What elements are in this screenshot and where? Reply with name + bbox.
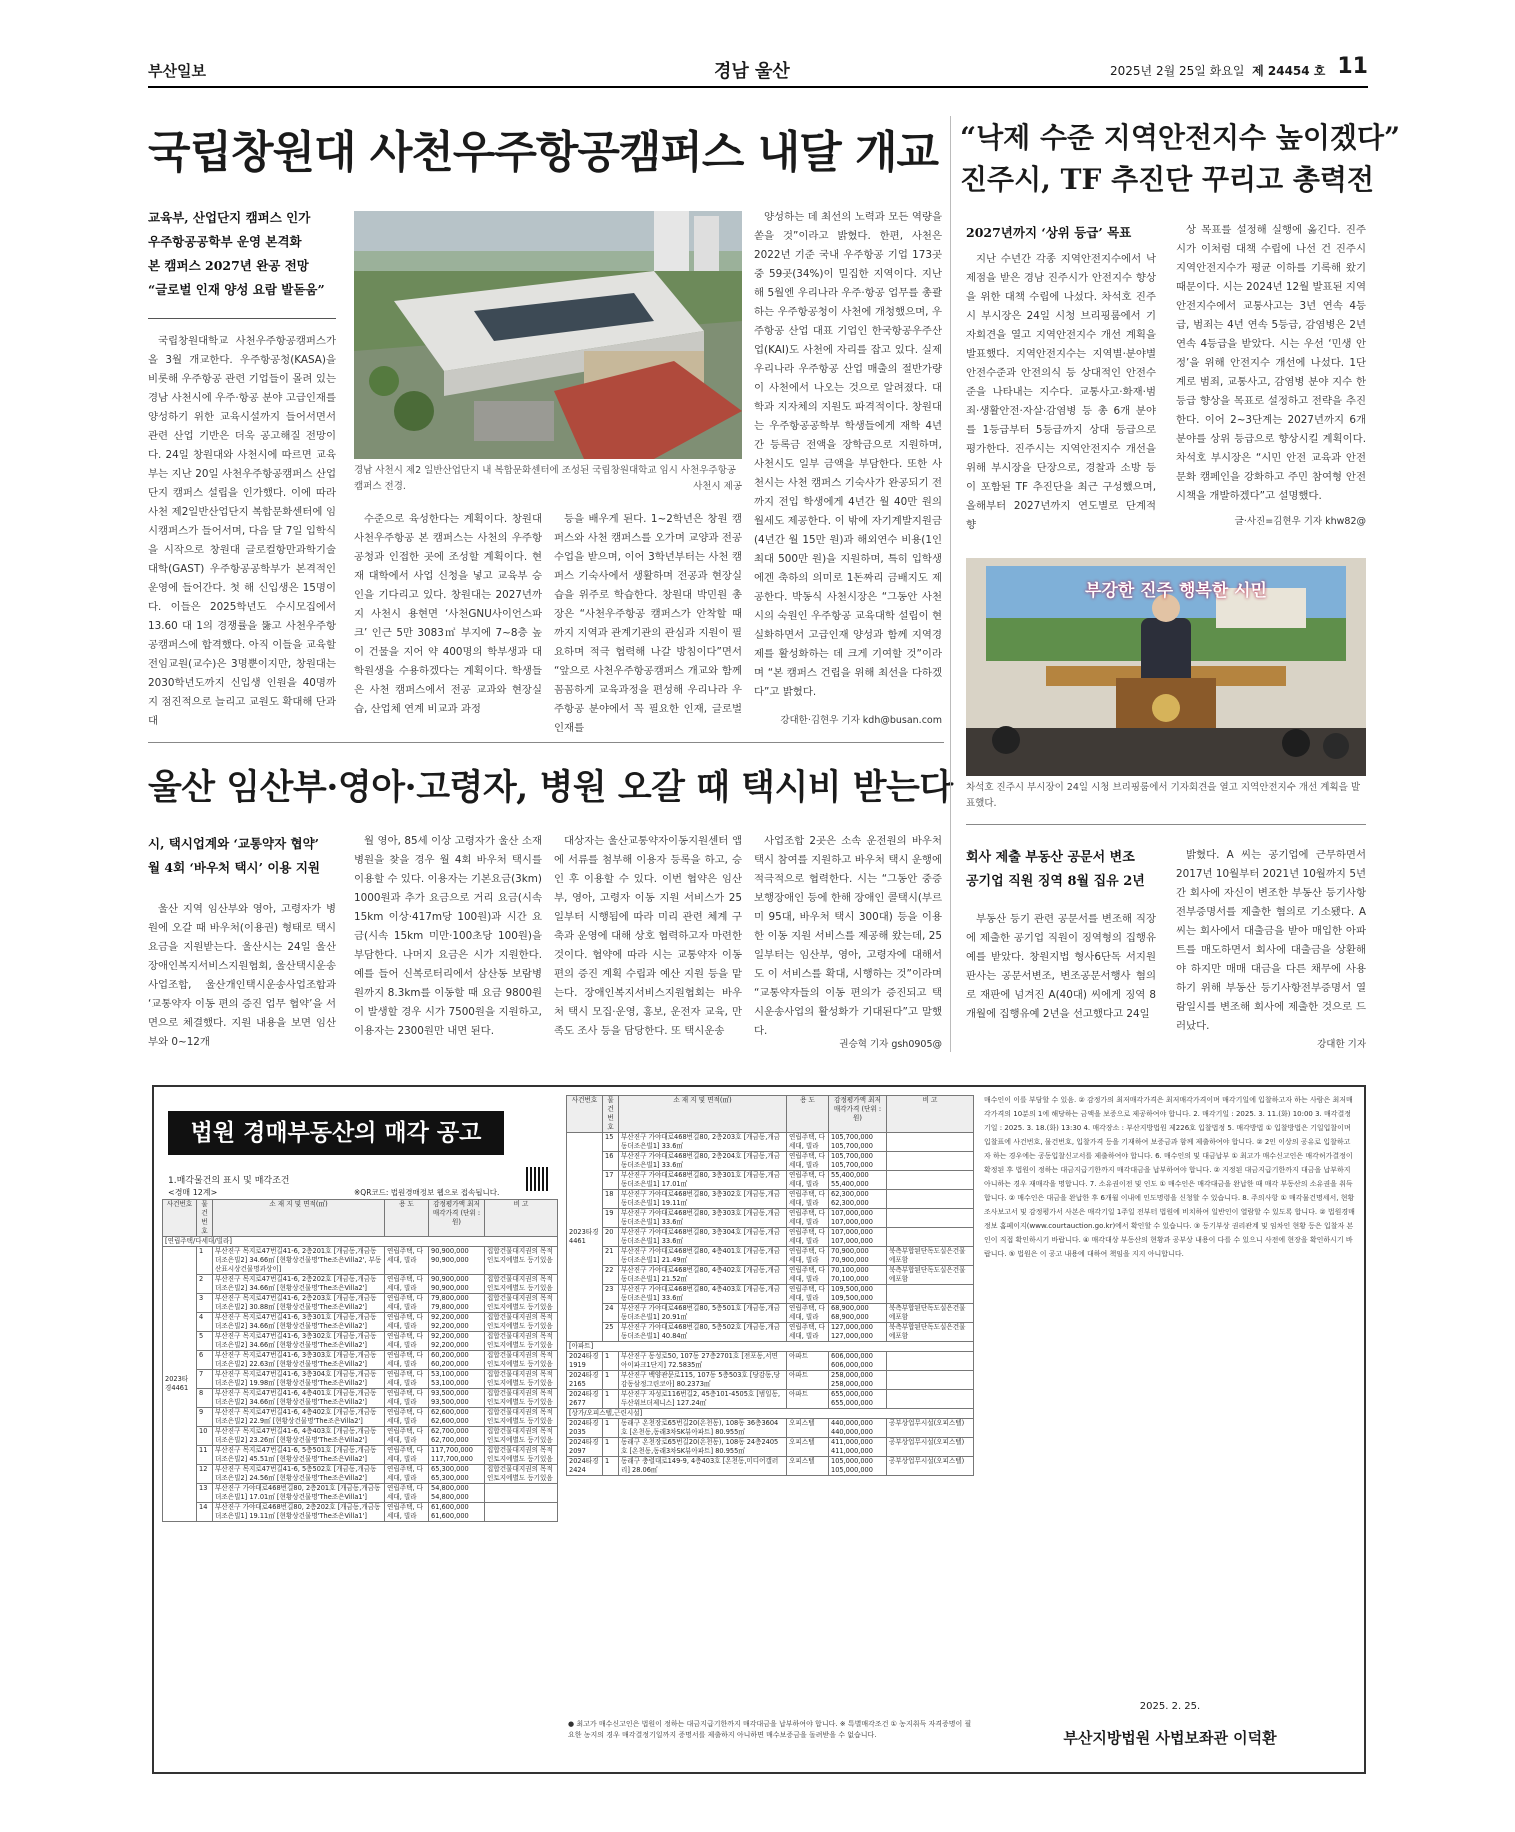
item-address: 부산진구 목지로47번길41-6, 4층401호 [개금동,개금동더조은빌2] 34.66㎡ [현황상건물명'The조은Villa2']: [213, 1389, 385, 1408]
article2-col2: [354, 832, 542, 1052]
item-number: 22: [603, 1266, 619, 1285]
item-price: 105,000,000 105,000,000: [829, 1457, 887, 1476]
item-note: 집합건물대지권의 목적인토지에별도 등기있음: [485, 1408, 558, 1427]
article1-col2: [354, 510, 542, 728]
item-price: 90,900,000 90,900,000: [429, 1247, 485, 1275]
issue-number: 제 24454 호: [1252, 64, 1326, 78]
item-use: 연립주택, 다세대, 빌라: [385, 1294, 429, 1313]
column-header: 비 고: [887, 1096, 974, 1133]
item-note: [887, 1152, 974, 1171]
item-price: 70,100,000 70,100,000: [829, 1266, 887, 1285]
campus-photo-caption: [354, 463, 742, 497]
item-note: [887, 1190, 974, 1209]
item-price: 127,000,000 127,000,000: [829, 1323, 887, 1342]
item-address: 부산진구 가야대로468번길80, 2층201호 [개금동,개금동더조은빌1] 17.01㎡ [현황상건물명'The조은Villa1']: [213, 1484, 385, 1503]
article3-byline: 글·사진=김현우 기자 khw82@: [1234, 516, 1366, 527]
auction-table-middle: [566, 1095, 974, 1715]
item-address: 부산진구 가야대로468번길80, 5층501호 [개금동,개금동더조은빌1] 20.91㎡: [619, 1304, 787, 1323]
article2-col2-text: 월 영아, 85세 이상 고령자가 울산 소재 병원을 찾을 경우 월 4회 바우처 택시를 이용할 수 있다. 이용자는 기본요금(3km) 1000원과 추가 요금으로 거리 요금(시속 15km 이상·417m당 100원)과 시간 요금(시속 15km 미만·100초당 100원)을 부담한다. 나머지 요금은 시가 지원한다. 예를 들어 신복로터리에서 삼산동 보람병원까지 8.3km를 이동할 때 요금 9800원이 발생할 경우 시가 7500원을 지원하고, 이용자는 2300원만 내면 된다.: [354, 835, 542, 1037]
item-use: 연립주택, 다세대, 빌라: [787, 1266, 829, 1285]
article4-byline: 강대한 기자: [1317, 1039, 1366, 1050]
table-row: [163, 1408, 558, 1427]
table-row: [163, 1275, 558, 1294]
item-address: 부산진구 동성로50, 107동 27층2701호 [전포동,서면아이파크1단지] 72.5835㎡: [619, 1352, 787, 1371]
article4-subhead: 회사 제출 부동산 공문서 변조: [966, 850, 1135, 865]
table-row: [567, 1419, 974, 1438]
item-number: 4: [197, 1313, 213, 1332]
item-price: 92,200,000 92,200,000: [429, 1313, 485, 1332]
article2-col3-text: 대상자는 울산교통약자이동지원센터 앱에 서류를 첨부해 이용자 등록을 하고, 승인 후 이용할 수 있다. 이번 협약은 임산부, 영아, 고령자 이동 지원 서비스가 25일부터 시행됨에 따라 미리 관련 체계 구축과 운영에 대해 상호 협력하고자 마련한 것이다. 협약에 따라 시는 교통약자 이동 편의 증진 계획 수립과 예산 지원 등을 맡는다. 장애인복지서비스지원협회는 바우처 택시 모집·운영, 홍보, 운전자 교육, 만족도 조사 등을 담당한다. 또 택시운송: [554, 835, 742, 1037]
court-division: <경매 12계>: [168, 1188, 218, 1197]
table-row: [163, 1247, 558, 1275]
article1-subhead: 교육부, 산업단지 캠퍼스 인가: [148, 210, 311, 225]
item-number: 24: [603, 1304, 619, 1323]
table-row: [163, 1465, 558, 1484]
item-use: 연립주택, 다세대, 빌라: [787, 1152, 829, 1171]
article3-subhead: 2027년까지 ‘상위 등급’ 목표: [966, 225, 1132, 240]
item-number: 21: [603, 1247, 619, 1266]
column-header: 사건번호: [567, 1096, 603, 1133]
table-row: [163, 1503, 558, 1522]
footnote: ● 최고가 매수신고인은 법원이 정하는 대금지급기한까지 매각대금을 납부하여야 합니다. ※ 특별매각조건 ① 농지취득 자격증명이 필요한 농지의 경우 매각결정기일까지 증명서를 제출하지 아니하면 매수보증금을 돌려받을 수 없습니다.: [568, 1720, 972, 1739]
article1-headline: 국립창원대 사천우주항공캠퍼스 내달 개교: [148, 127, 939, 178]
briefing-photo: [966, 558, 1366, 776]
item-address: 동래구 온천장로65번길20(온천동), 108동 36층3604호 [온천동,동래3차SK뷰아파트] 80.955㎡: [619, 1419, 787, 1438]
item-address: 부산진구 목지로47번길41-6, 5층501호 [개금동,개금동더조은빌2] 45.51㎡ [현황상건물명'The조은Villa2']: [213, 1446, 385, 1465]
item-price: 70,900,000 70,900,000: [829, 1247, 887, 1266]
item-note: [887, 1171, 974, 1190]
masthead: [148, 52, 1368, 88]
item-price: 79,800,000 79,800,000: [429, 1294, 485, 1313]
item-address: 부산진구 자성로116번길2, 45층101-4505호 [범일동,두산위브더제니스] 127.24㎡: [619, 1390, 787, 1409]
table-row: [567, 1133, 974, 1152]
item-price: 107,000,000 107,000,000: [829, 1228, 887, 1247]
table-row: [567, 1371, 974, 1390]
table-row: [567, 1171, 974, 1190]
item-price: 62,600,000 62,600,000: [429, 1408, 485, 1427]
table-row: [567, 1190, 974, 1209]
item-price: 53,100,000 53,100,000: [429, 1370, 485, 1389]
table-row: [163, 1427, 558, 1446]
article4-col1: [966, 910, 1156, 1052]
auction-conditions-text: 매수인이 이를 부담할 수 있음. ② 감정가의 최저매각가격은 최저매각가격이며 매각기일에 입찰하고자 하는 사람은 최저매각가격의 10분의 1에 해당하는 금액을 보증으로 제공하여야 합니다. 2. 매각기일 : 2025. 3. 11.(화) 10:00 3. 매각결정기일 : 2025. 3. 18.(화) 13:30 4. 매각장소 : 부산지방법원 제226호 입찰법정 5. 매각방법 ① 입찰방법은 기일입찰이며 입찰표에 사건번호, 물건번호, 입찰가격 등을 기재하여 보증금과 함께 제출하여야 합니다. ② 2인 이상의 공유로 입찰하고자 하는 경우에는 공동입찰신고서를 제출하여야 합니다. 6. 매수인의 및 대금납부 ① 최고가 매수신고인은 매각허가결정이 확정된 후 법원이 정하는 대금지급기한까지 매각대금을 납부하여야 합니다. ② 지정된 대금지급기한까지 대금을 납부하지 아니하는 경우 재매각을 명합니다. 7. 소유권이전 및 인도 ① 매수인은 매각대금을 완납한 때 매각 부동산의 소유권을 취득합니다. ② 매수인은 대금을 완납한 후 6개월 이내에 인도명령을 신청할 수 있습니다. 8. 주의사항 ① 매각물건명세서, 현황조사보고서 및 감정평가서 사본은 매각기일 1주일 전부터 법원에 비치하여 일반인이 열람할 수 있도록 합니다. ② 법원경매정보 홈페이지(www.courtauction.go.kr)에서 확인할 수 있습니다. ③ 등기부상 권리관계 및 임차인 현황 등은 입찰자 본인이 직접 확인하시기 바랍니다. ④ 매각대상 부동산의 현황과 공부상 내용이 다를 수 있으니 사전에 현장을 확인하시기 바랍니다. ⑤ 법원은 이 공고 내용에 대하여 책임을 지지 아니합니다.: [984, 1096, 1355, 1258]
item-number: 8: [197, 1389, 213, 1408]
item-address: 부산진구 목지로47번길41-6, 5층502호 [개금동,개금동더조은빌2] 24.56㎡ [현황상건물명'The조은Villa2']: [213, 1465, 385, 1484]
article3-headline2: 진주시, TF 추진단 꾸리고 총력전: [960, 163, 1375, 196]
item-note: 북측부합된단독도실은건물에포함: [887, 1247, 974, 1266]
item-address: 부산진구 목지로47번길41-6, 3층302호 [개금동,개금동더조은빌2] 34.66㎡ [현황상건물명'The조은Villa2']: [213, 1332, 385, 1351]
item-number: 11: [197, 1446, 213, 1465]
item-use: 연립주택, 다세대, 빌라: [385, 1313, 429, 1332]
caption-text: 경남 사천시 제2 일반산업단지 내 복합문화센터에 조성된 국립창원대학교 임시 사천우주항공캠퍼스 전경.: [354, 465, 736, 492]
table-row: [567, 1209, 974, 1228]
column-header: 용 도: [787, 1096, 829, 1133]
group-label: [연립주택/다세대/빌라]: [163, 1237, 558, 1247]
item-number: 1: [603, 1438, 619, 1457]
article3-col1: [966, 250, 1156, 531]
item-number: 25: [603, 1323, 619, 1342]
item-use: 오피스텔: [787, 1457, 829, 1476]
item-address: 부산진구 가야대로468번길80, 3층304호 [개금동,개금동더조은빌1] 33.6㎡: [619, 1228, 787, 1247]
item-price: 62,700,000 62,700,000: [429, 1427, 485, 1446]
briefing-photo-caption: 차석호 진주시 부시장이 24일 시청 브리핑룸에서 기자회견을 열고 지역안전지수 개선 계획을 발표했다.: [966, 782, 1361, 809]
item-note: 북측부합된단독도실은건물에포함: [887, 1304, 974, 1323]
article2-subhead: 월 4회 ‘바우처 택시’ 이용 지원: [148, 860, 320, 875]
article1-col4: [754, 208, 942, 708]
item-use: 연립주택, 다세대, 빌라: [385, 1389, 429, 1408]
table-row: [567, 1352, 974, 1371]
item-address: 부산진구 가야대로468번길80, 3층303호 [개금동,개금동더조은빌1] 33.6㎡: [619, 1209, 787, 1228]
item-address: 부산진구 목지로47번길41-6, 4층403호 [개금동,개금동더조은빌2] 23.26㎡ [현황상건물명'The조은Villa2']: [213, 1427, 385, 1446]
column-header: 소 재 지 및 면적(㎡): [213, 1200, 385, 1237]
item-use: 연립주택, 다세대, 빌라: [787, 1190, 829, 1209]
item-use: 연립주택, 다세대, 빌라: [385, 1446, 429, 1465]
article1-col4-text: 양성하는 데 최선의 노력과 모든 역량을 쏟을 것”이라고 밝혔다. 한편, 사천은 2022년 기준 국내 우주항공 기업 173곳 중 59곳(34%)이 밀집한 지역이다. 지난해 5월엔 우리나라 우주·항공 업무를 총괄하는 우주항공청이 사천에 개청했으며, 우주항공 산업 대표 기업인 한국항공우주산업(KAI)도 사천에 자리를 잡고 있다. 실제 우리나라 우주항공 산업 매출의 절반가량이 사천에서 나오는 것으로 알려졌다. 대학과 지자체의 지원도 파격적이다. 창원대는 우주항공공학부 학생들에게 재학 4년간 등록금 전액을 장학금으로 지원하며, 사천시도 일부 금액을 부담한다. 또한 사천시는 사천 캠퍼스 기숙사가 완공되기 전까지 전입 학생에게 4년간 월 40만 원의 월세도 제공한다. 이 밖에 자기계발지원금(4년간 월 15만 원)과 해외연수 비용(1인 최대 500만 원)을 지원하며, 특히 입학생에겐 축하의 의미로 1돈짜리 금배지도 제공한다. 박동식 사천시장은 “그동안 사천시의 숙원인 우주항공 교육대학 설립이 현실화하면서 고급인재 양성과 함께 지역경제를 활성화하는 데 크게 기여할 것”이라며 “본 캠퍼스 건립을 위해 최선을 다하겠다”고 밝혔다.: [754, 211, 942, 698]
item-price: 60,200,000 60,200,000: [429, 1351, 485, 1370]
item-note: [887, 1228, 974, 1247]
item-number: 6: [197, 1351, 213, 1370]
item-note: 집합건물대지권의 목적인토지에별도 등기있음: [485, 1275, 558, 1294]
article4-subhead: 공기업 직원 징역 8월 집유 2년: [966, 874, 1145, 889]
item-use: 연립주택, 다세대, 빌라: [787, 1171, 829, 1190]
item-note: [887, 1390, 974, 1409]
divider: [148, 318, 336, 319]
article1-byline: 강대한·김현우 기자 kdh@busan.com: [780, 715, 942, 726]
table-row: [567, 1266, 974, 1285]
item-note: [485, 1484, 558, 1503]
item-note: [887, 1285, 974, 1304]
item-price: 105,700,000 105,700,000: [829, 1152, 887, 1171]
article2-headline: 울산 임산부·영아·고령자, 병원 오갈 때 택시비 받는다: [148, 767, 953, 808]
item-use: 아파트: [787, 1352, 829, 1371]
table-row: [567, 1304, 974, 1323]
item-note: 집합건물대지권의 목적인토지에별도 등기있음: [485, 1313, 558, 1332]
article2-col1-text: 울산 지역 임산부와 영아, 고령자가 병원에 오갈 때 바우처(이용권) 형태로 택시 요금을 지원받는다. 울산시는 24일 울산장애인복지서비스지원협회, 울산택시운송사업조합, 울산개인택시운송사업조합과 ‘교통약자 이동 편의 증진 업무 협약’을 서면으로 체결했다. 지원 내용을 보면 임산부와 0~12개: [148, 903, 336, 1048]
item-note: 집합건물대지권의 목적인토지에별도 등기있음: [485, 1427, 558, 1446]
item-price: 655,000,000 655,000,000: [829, 1390, 887, 1409]
item-note: 집합건물대지권의 목적인토지에별도 등기있음: [485, 1247, 558, 1275]
issue-date: [1110, 62, 1325, 79]
item-price: 90,900,000 90,900,000: [429, 1275, 485, 1294]
item-price: 55,400,000 55,400,000: [829, 1171, 887, 1190]
column-rule: [950, 116, 951, 1052]
item-use: 연립주택, 다세대, 빌라: [385, 1484, 429, 1503]
item-note: 공부상업무시설(오피스텔): [887, 1438, 974, 1457]
page-number: 11: [1337, 54, 1368, 79]
table-row: [163, 1484, 558, 1503]
table-row: [567, 1247, 974, 1266]
item-address: 부산진구 목지로47번길41-6, 3층303호 [개금동,개금동더조은빌2] 22.63㎡ [현황상건물명'The조은Villa2']: [213, 1351, 385, 1370]
case-number: 2023타경4461: [567, 1133, 603, 1342]
article2-col1: [148, 900, 336, 1052]
item-note: [887, 1209, 974, 1228]
article2-col4-text: 사업조합 2곳은 소속 운전원의 바우처 택시 참여를 지원하고 바우처 택시 운행에 적극적으로 협력한다. 시는 “그동안 중증보행장애인 등에 한해 장애인 콜택시(부르미 95대, 바우처 택시 300대) 등을 이용한 이동 지원 서비스를 제공해 왔는데, 25일부터는 임산부, 영아, 고령자에 대해서도 이 서비스를 확대, 시행하는 것”이라며 “교통약자들의 이동 편의가 증진되고 택시운송사업의 활성화가 기대된다”고 말했다.: [754, 835, 942, 1037]
table-row: [567, 1228, 974, 1247]
item-use: 연립주택, 다세대, 빌라: [787, 1247, 829, 1266]
article2-subhead: 시, 택시업계와 ‘교통약자 협약’: [148, 836, 320, 851]
item-number: 10: [197, 1427, 213, 1446]
column-header: 소 재 지 및 면적(㎡): [619, 1096, 787, 1133]
qr-code-icon[interactable]: [526, 1167, 550, 1191]
group-label: [상가/오피스텔,근린시설]: [567, 1409, 974, 1419]
item-note: 집합건물대지권의 목적인토지에별도 등기있음: [485, 1465, 558, 1484]
table-row: [163, 1446, 558, 1465]
item-note: [887, 1133, 974, 1152]
table-row: [567, 1457, 974, 1476]
item-address: 부산진구 가야대로468번길80, 2층202호 [개금동,개금동더조은빌1] 19.11㎡ [현황상건물명'The조은Villa1']: [213, 1503, 385, 1522]
case-number: 2024타경2035: [567, 1419, 603, 1438]
date-text: 2025년 2월 25일 화요일: [1110, 64, 1245, 78]
item-use: 연립주택, 다세대, 빌라: [787, 1228, 829, 1247]
item-number: 3: [197, 1294, 213, 1313]
item-use: 연립주택, 다세대, 빌라: [385, 1332, 429, 1351]
table-row: [163, 1332, 558, 1351]
item-number: 20: [603, 1228, 619, 1247]
case-number: 2024타경1919: [567, 1352, 603, 1371]
article3-headline1: “낙제 수준 지역안전지수 높이겠다”: [960, 121, 1401, 154]
item-number: 15: [603, 1133, 619, 1152]
item-price: 62,300,000 62,300,000: [829, 1190, 887, 1209]
item-note: 집합건물대지권의 목적인토지에별도 등기있음: [485, 1332, 558, 1351]
item-use: 아파트: [787, 1371, 829, 1390]
item-address: 부산진구 가야대로468번길80, 3층301호 [개금동,개금동더조은빌1] 17.01㎡: [619, 1171, 787, 1190]
notice-signature: 부산지방법원 사법보좌관 이덕환: [1063, 1729, 1277, 1747]
item-note: [887, 1352, 974, 1371]
item-address: 동래구 온천장로65번길20(온천동), 108동 24층2405호 [온천동,동래3차SK뷰아파트] 80.955㎡: [619, 1438, 787, 1457]
item-number: 19: [603, 1209, 619, 1228]
article1-subhead: 본 캠퍼스 2027년 완공 전망: [148, 258, 309, 273]
case-number: 2024타경2165: [567, 1371, 603, 1390]
item-number: 17: [603, 1171, 619, 1190]
article1-col1-text: 국립창원대학교 사천우주항공캠퍼스가 올 3월 개교한다. 우주항공청(KASA)을 비롯해 우주항공 관련 기업들이 몰려 있는 경남 사천시에 우주·항공 분야 고급인재를 양성하기 위한 교육시설까지 들어서면서 관련 산업 기반은 더욱 공고해질 전망이다. 24일 창원대와 사천시에 따르면 교육부는 지난 20일 사천우주항공캠퍼스 산업단지 캠퍼스 설립을 인가했다. 이에 따라 사천 제2일반산업단지 복합문화센터에 임시캠퍼스가 들어서며, 다음 달 7일 입학식을 시작으로 창원대 글로컬항만과학기술대학(GAST) 우주항공공학부가 본격적인 운영에 들어간다. 첫 해 신입생은 15명이다. 이들은 2025학년도 수시모집에서 13.60 대 1의 경쟁률을 뚫고 사천우주항공캠퍼스에 합격했다. 아직 이들을 교육할 전임교원(교수)은 3명뿐이지만, 창원대는 2030학년도까지 신입생 인원을 40명까지 점진적으로 늘리고 교원도 확대해 단과대: [148, 335, 336, 727]
item-number: 1: [603, 1457, 619, 1476]
item-address: 부산진구 가야대로468번길80, 4층403호 [개금동,개금동더조은빌1] 33.6㎡: [619, 1285, 787, 1304]
item-price: 606,000,000 606,000,000: [829, 1352, 887, 1371]
item-number: 23: [603, 1285, 619, 1304]
section-heading: 1.매각물건의 표시 및 매각조건: [168, 1176, 290, 1186]
item-price: 105,700,000 105,700,000: [829, 1133, 887, 1152]
campus-aerial-image: [354, 211, 742, 459]
article2-byline: 권승혁 기자 gsh0905@: [839, 1039, 942, 1050]
item-note: 북측부합된단독도실은건물에포함: [887, 1266, 974, 1285]
item-number: 1: [603, 1419, 619, 1438]
auction-notice: [152, 1085, 1366, 1774]
table-row: [567, 1152, 974, 1171]
table-row: [163, 1351, 558, 1370]
item-use: 연립주택, 다세대, 빌라: [385, 1275, 429, 1294]
article1-col1: [148, 332, 336, 728]
item-use: 연립주택, 다세대, 빌라: [385, 1408, 429, 1427]
case-number: 2024타경2097: [567, 1438, 603, 1457]
article1-subheads: [148, 206, 336, 302]
item-address: 부산진구 가야대로468번길80, 4층402호 [개금동,개금동더조은빌1] 21.52㎡: [619, 1266, 787, 1285]
item-number: 2: [197, 1275, 213, 1294]
item-number: 1: [603, 1390, 619, 1409]
item-price: 68,900,000 68,900,000: [829, 1304, 887, 1323]
item-address: 부산진구 가야대로468번길80, 2층204호 [개금동,개금동더조은빌1] 33.6㎡: [619, 1152, 787, 1171]
item-use: 오피스텔: [787, 1438, 829, 1457]
item-use: 연립주택, 다세대, 빌라: [385, 1427, 429, 1446]
item-use: 연립주택, 다세대, 빌라: [385, 1351, 429, 1370]
item-price: 109,500,000 109,500,000: [829, 1285, 887, 1304]
article1-col3: [554, 510, 742, 734]
item-price: 117,700,000 117,700,000: [429, 1446, 485, 1465]
item-address: 부산진구 목지로47번길41-6, 2층201호 [개금동,개금동더조은빌2] 34.66㎡ [현황상건물명'The조은Villa2', 부동산표시상건물명과상이]: [213, 1247, 385, 1275]
column-header: 물건번호: [603, 1096, 619, 1133]
item-use: 연립주택, 다세대, 빌라: [385, 1247, 429, 1275]
auction-table-left: [162, 1199, 558, 1769]
item-use: 연립주택, 다세대, 빌라: [385, 1503, 429, 1522]
item-number: 1: [197, 1247, 213, 1275]
article2-subheads: [148, 832, 336, 880]
item-number: 13: [197, 1484, 213, 1503]
table-row: [567, 1438, 974, 1457]
item-address: 부산진구 목지로47번길41-6, 2층203호 [개금동,개금동더조은빌2] 30.88㎡ [현황상건물명'The조은Villa2']: [213, 1294, 385, 1313]
item-note: 집합건물대지권의 목적인토지에별도 등기있음: [485, 1370, 558, 1389]
article2-col4: [754, 832, 942, 1037]
item-use: 연립주택, 다세대, 빌라: [787, 1285, 829, 1304]
column-header: 사건번호: [163, 1200, 197, 1237]
column-header: 물건번호: [197, 1200, 213, 1237]
item-use: 아파트: [787, 1390, 829, 1409]
table-row: [567, 1323, 974, 1342]
qr-note: ※QR코드: 법원경매정보 웹으로 접속됩니다.: [354, 1188, 500, 1197]
group-label: [아파트]: [567, 1342, 974, 1352]
item-address: 부산진구 목지로47번길41-6, 3층304호 [개금동,개금동더조은빌2] 19.98㎡ [현황상건물명'The조은Villa2']: [213, 1370, 385, 1389]
item-address: 부산진구 가야대로468번길80, 4층401호 [개금동,개금동더조은빌1] 21.49㎡: [619, 1247, 787, 1266]
item-price: 65,300,000 65,300,000: [429, 1465, 485, 1484]
divider: [148, 742, 944, 743]
item-use: 연립주택, 다세대, 빌라: [385, 1465, 429, 1484]
item-price: 61,600,000 61,600,000: [429, 1503, 485, 1522]
item-note: 집합건물대지권의 목적인토지에별도 등기있음: [485, 1389, 558, 1408]
item-note: 집합건물대지권의 목적인토지에별도 등기있음: [485, 1351, 558, 1370]
photo-credit: 사천시 제공: [693, 481, 742, 492]
item-note: 공부상업무시설(오피스텔): [887, 1457, 974, 1476]
item-price: 440,000,000 440,000,000: [829, 1419, 887, 1438]
table-row: [163, 1313, 558, 1332]
item-use: 오피스텔: [787, 1419, 829, 1438]
auction-notice-title: 법원 경매부동산의 매각 공고: [168, 1111, 504, 1155]
table-row: [163, 1370, 558, 1389]
table-row: [567, 1390, 974, 1409]
item-address: 부산진구 백양관문로115, 107동 5층503호 [당감동,당감동삼정그린코아] 80.2373㎡: [619, 1371, 787, 1390]
article2-col3: [554, 832, 742, 1052]
notice-date: 2025. 2. 25.: [1139, 1701, 1201, 1712]
paper-name: 부산일보: [148, 62, 206, 80]
case-number: 2023타경4461: [163, 1247, 197, 1522]
item-number: 16: [603, 1152, 619, 1171]
table-row: [163, 1294, 558, 1313]
article1-subhead: 우주항공공학부 운영 본격화: [148, 234, 302, 249]
campus-photo: [354, 211, 742, 459]
column-header: 감정평가액 최저매각가격 (단위 : 원): [429, 1200, 485, 1237]
item-price: 93,500,000 93,500,000: [429, 1389, 485, 1408]
article4-subheads: [966, 846, 1156, 894]
article4-col2: [1176, 846, 1366, 1036]
case-number: 2024타경2677: [567, 1390, 603, 1409]
table-header-row: [163, 1200, 558, 1237]
table-row: [163, 1389, 558, 1408]
table-row: [567, 1285, 974, 1304]
item-number: 9: [197, 1408, 213, 1427]
item-use: 연립주택, 다세대, 빌라: [385, 1370, 429, 1389]
item-number: 14: [197, 1503, 213, 1522]
item-address: 부산진구 목지로47번길41-6, 2층202호 [개금동,개금동더조은빌2] 34.66㎡ [현황상건물명'The조은Villa2']: [213, 1275, 385, 1294]
item-use: 연립주택, 다세대, 빌라: [787, 1304, 829, 1323]
item-price: 54,800,000 54,800,000: [429, 1484, 485, 1503]
table-header-row: [567, 1096, 974, 1133]
item-note: 집합건물대지권의 목적인토지에별도 등기있음: [485, 1294, 558, 1313]
item-note: 북측부합된단독도실은건물에포함: [887, 1323, 974, 1342]
item-use: 연립주택, 다세대, 빌라: [787, 1133, 829, 1152]
item-note: [485, 1503, 558, 1522]
section-name: 경남 울산: [714, 61, 790, 82]
item-address: 부산진구 가야대로468번길80, 2층203호 [개금동,개금동더조은빌1] 33.6㎡: [619, 1133, 787, 1152]
item-price: 258,000,000 258,000,000: [829, 1371, 887, 1390]
banner-text: 부강한 진주 행복한 시민: [1085, 581, 1267, 601]
item-price: 92,200,000 92,200,000: [429, 1332, 485, 1351]
article1-col3-text: 등을 배우게 된다. 1~2학년은 창원 캠퍼스와 사천 캠퍼스를 오가며 교양과 전공 수업을 받으며, 이어 3학년부터는 사천 캠퍼스 기숙사에서 생활하며 전공과 현장실습을 위주로 학습한다. 창원대 박민원 총장은 “사천우주항공 캠퍼스가 안착할 때까지 지역과 관계기관의 관심과 지원이 필요하며 적극 협력해 나갈 방침이다”면서 “앞으로 사천우주항공캠퍼스 개교와 함께 꼼꼼하게 교육과정을 편성해 우리나라 우주항공 분야에서 꼭 필요한 인재, 글로벌 인재를: [554, 513, 742, 734]
article1-col2-text: 수준으로 육성한다는 계획이다. 창원대 사천우주항공 본 캠퍼스는 사천의 우주항공청과 인접한 곳에 조성할 계획이다. 현재 대학에서 사업 신청을 넣고 교육부 승인을 기다리고 있다. 창원대는 2027년까지 사천시 용현면 ‘사천GNU사이언스파크’ 인근 5만 3083㎡ 부지에 7~8층 높이 건물을 지어 약 400명의 학부생과 대학원생을 수용하겠다는 계획이다. 학생들은 사천 캠퍼스에서 전공 교과와 현장실습, 산업체 연계 비교과 과정: [354, 513, 542, 715]
column-header: 비 고: [485, 1200, 558, 1237]
item-number: 18: [603, 1190, 619, 1209]
article3-col1-text: 지난 수년간 각종 지역안전지수에서 낙제점을 받은 경남 진주시가 안전지수 향상을 위한 대책 수립에 나섰다. 차석호 진주시 부시장은 24일 시청 브리핑룸에서 기자회견을 열고 지역안전지수 개선 계획을 발표했다. 지역안전지수는 지역별·분야별 안전수준과 안전의식 등 상대적인 안전수준을 나타내는 지수다. 교통사고·화재·범죄·생활안전·자살·감염병 등 총 6개 분야를 1등급부터 5등급까지 상대 등급으로 평가한다. 진주시는 지역안전지수 개선을 위해 부시장을 단장으로, 경찰과 소방 등이 포함된 TF 추진단을 최근 구성했으며, 올해부터 2027년까지 연도별로 단계적 향: [966, 253, 1156, 531]
item-price: 107,000,000 107,000,000: [829, 1209, 887, 1228]
divider: [966, 824, 1366, 825]
item-address: 동래구 충렬대로149-9, 4층403호 [온천동,미디어갤러리] 28.06㎡: [619, 1457, 787, 1476]
item-number: 1: [603, 1371, 619, 1390]
item-address: 부산진구 목지로47번길41-6, 3층301호 [개금동,개금동더조은빌2] 34.66㎡ [현황상건물명'The조은Villa2']: [213, 1313, 385, 1332]
item-address: 부산진구 목지로47번길41-6, 4층402호 [개금동,개금동더조은빌2] 22.9㎡ [현황상건물명'The조은Villa2']: [213, 1408, 385, 1427]
item-use: 연립주택, 다세대, 빌라: [787, 1323, 829, 1342]
item-price: 411,000,000 411,000,000: [829, 1438, 887, 1457]
item-number: 12: [197, 1465, 213, 1484]
item-note: 공부상업무시설(오피스텔): [887, 1419, 974, 1438]
item-number: 7: [197, 1370, 213, 1389]
article1-subhead: “글로벌 인재 양성 요람 발돋움”: [148, 282, 325, 297]
article3-col2: [1176, 221, 1366, 513]
item-number: 1: [603, 1352, 619, 1371]
item-note: [887, 1371, 974, 1390]
case-number: 2024타경2424: [567, 1457, 603, 1476]
article4-col2-text: 밝혔다. A 씨는 공기업에 근무하면서 2017년 10월부터 2021년 10월까지 5년간 회사에 자신이 변조한 부동산 등기사항전부증명서를 제출한 혐의로 기소됐다. A 씨는 회사에서 대출금을 받아 매입한 아파트를 매도하면서 회사에 대출금을 상환해야 하지만 매매 대금을 다른 채무에 사용하기 위해 부동산 등기사항전부증명서 열람일시를 변조해 회사에 제출한 것으로 드러났다.: [1176, 849, 1366, 1032]
item-address: 부산진구 가야대로468번길80, 5층502호 [개금동,개금동더조은빌1] 40.84㎡: [619, 1323, 787, 1342]
item-note: 집합건물대지권의 목적인토지에별도 등기있음: [485, 1446, 558, 1465]
article4-col1-text: 부동산 등기 관련 공문서를 변조해 직장에 제출한 공기업 직원이 징역형의 집행유예를 받았다. 창원지법 형사6단독 서지원 판사는 공문서변조, 변조공문서행사 혐의로 재판에 넘겨진 A(40대) 씨에게 징역 8개월에 집행유예 2년을 선고했다고 24일: [966, 913, 1156, 1020]
item-number: 5: [197, 1332, 213, 1351]
column-header: 용 도: [385, 1200, 429, 1237]
column-header: 감정평가액 최저매각가격 (단위 : 원): [829, 1096, 887, 1133]
item-address: 부산진구 가야대로468번길80, 3층302호 [개금동,개금동더조은빌1] 19.11㎡: [619, 1190, 787, 1209]
item-use: 연립주택, 다세대, 빌라: [787, 1209, 829, 1228]
article3-col2-text: 상 목표를 설정해 실행에 옮긴다. 진주시가 이처럼 대책 수립에 나선 건 진주시 지역안전지수가 평균 이하를 기록해 왔기 때문이다. 시는 2024년 12월 발표된 지역안전지수에서 교통사고는 3년 연속 4등급, 범죄는 4년 연속 5등급, 감염병은 2년 연속 4등급을 받았다. 시는 우선 ‘민생 안정’을 위해 안전지수 개선에 나섰다. 1단계로 범죄, 교통사고, 감염병 분야 지수 한 등급 향상을 목표로 설정하고 전략을 추진한다. 이어 2~3단계는 2027년까지 6개 분야를 상위 등급으로 향상시킬 계획이다. 차석호 부시장은 “시민 안전 교육과 안전 문화 캠페인을 강화하고 주민 참여형 안전 시책을 개발하겠다”고 설명했다.: [1176, 224, 1366, 502]
